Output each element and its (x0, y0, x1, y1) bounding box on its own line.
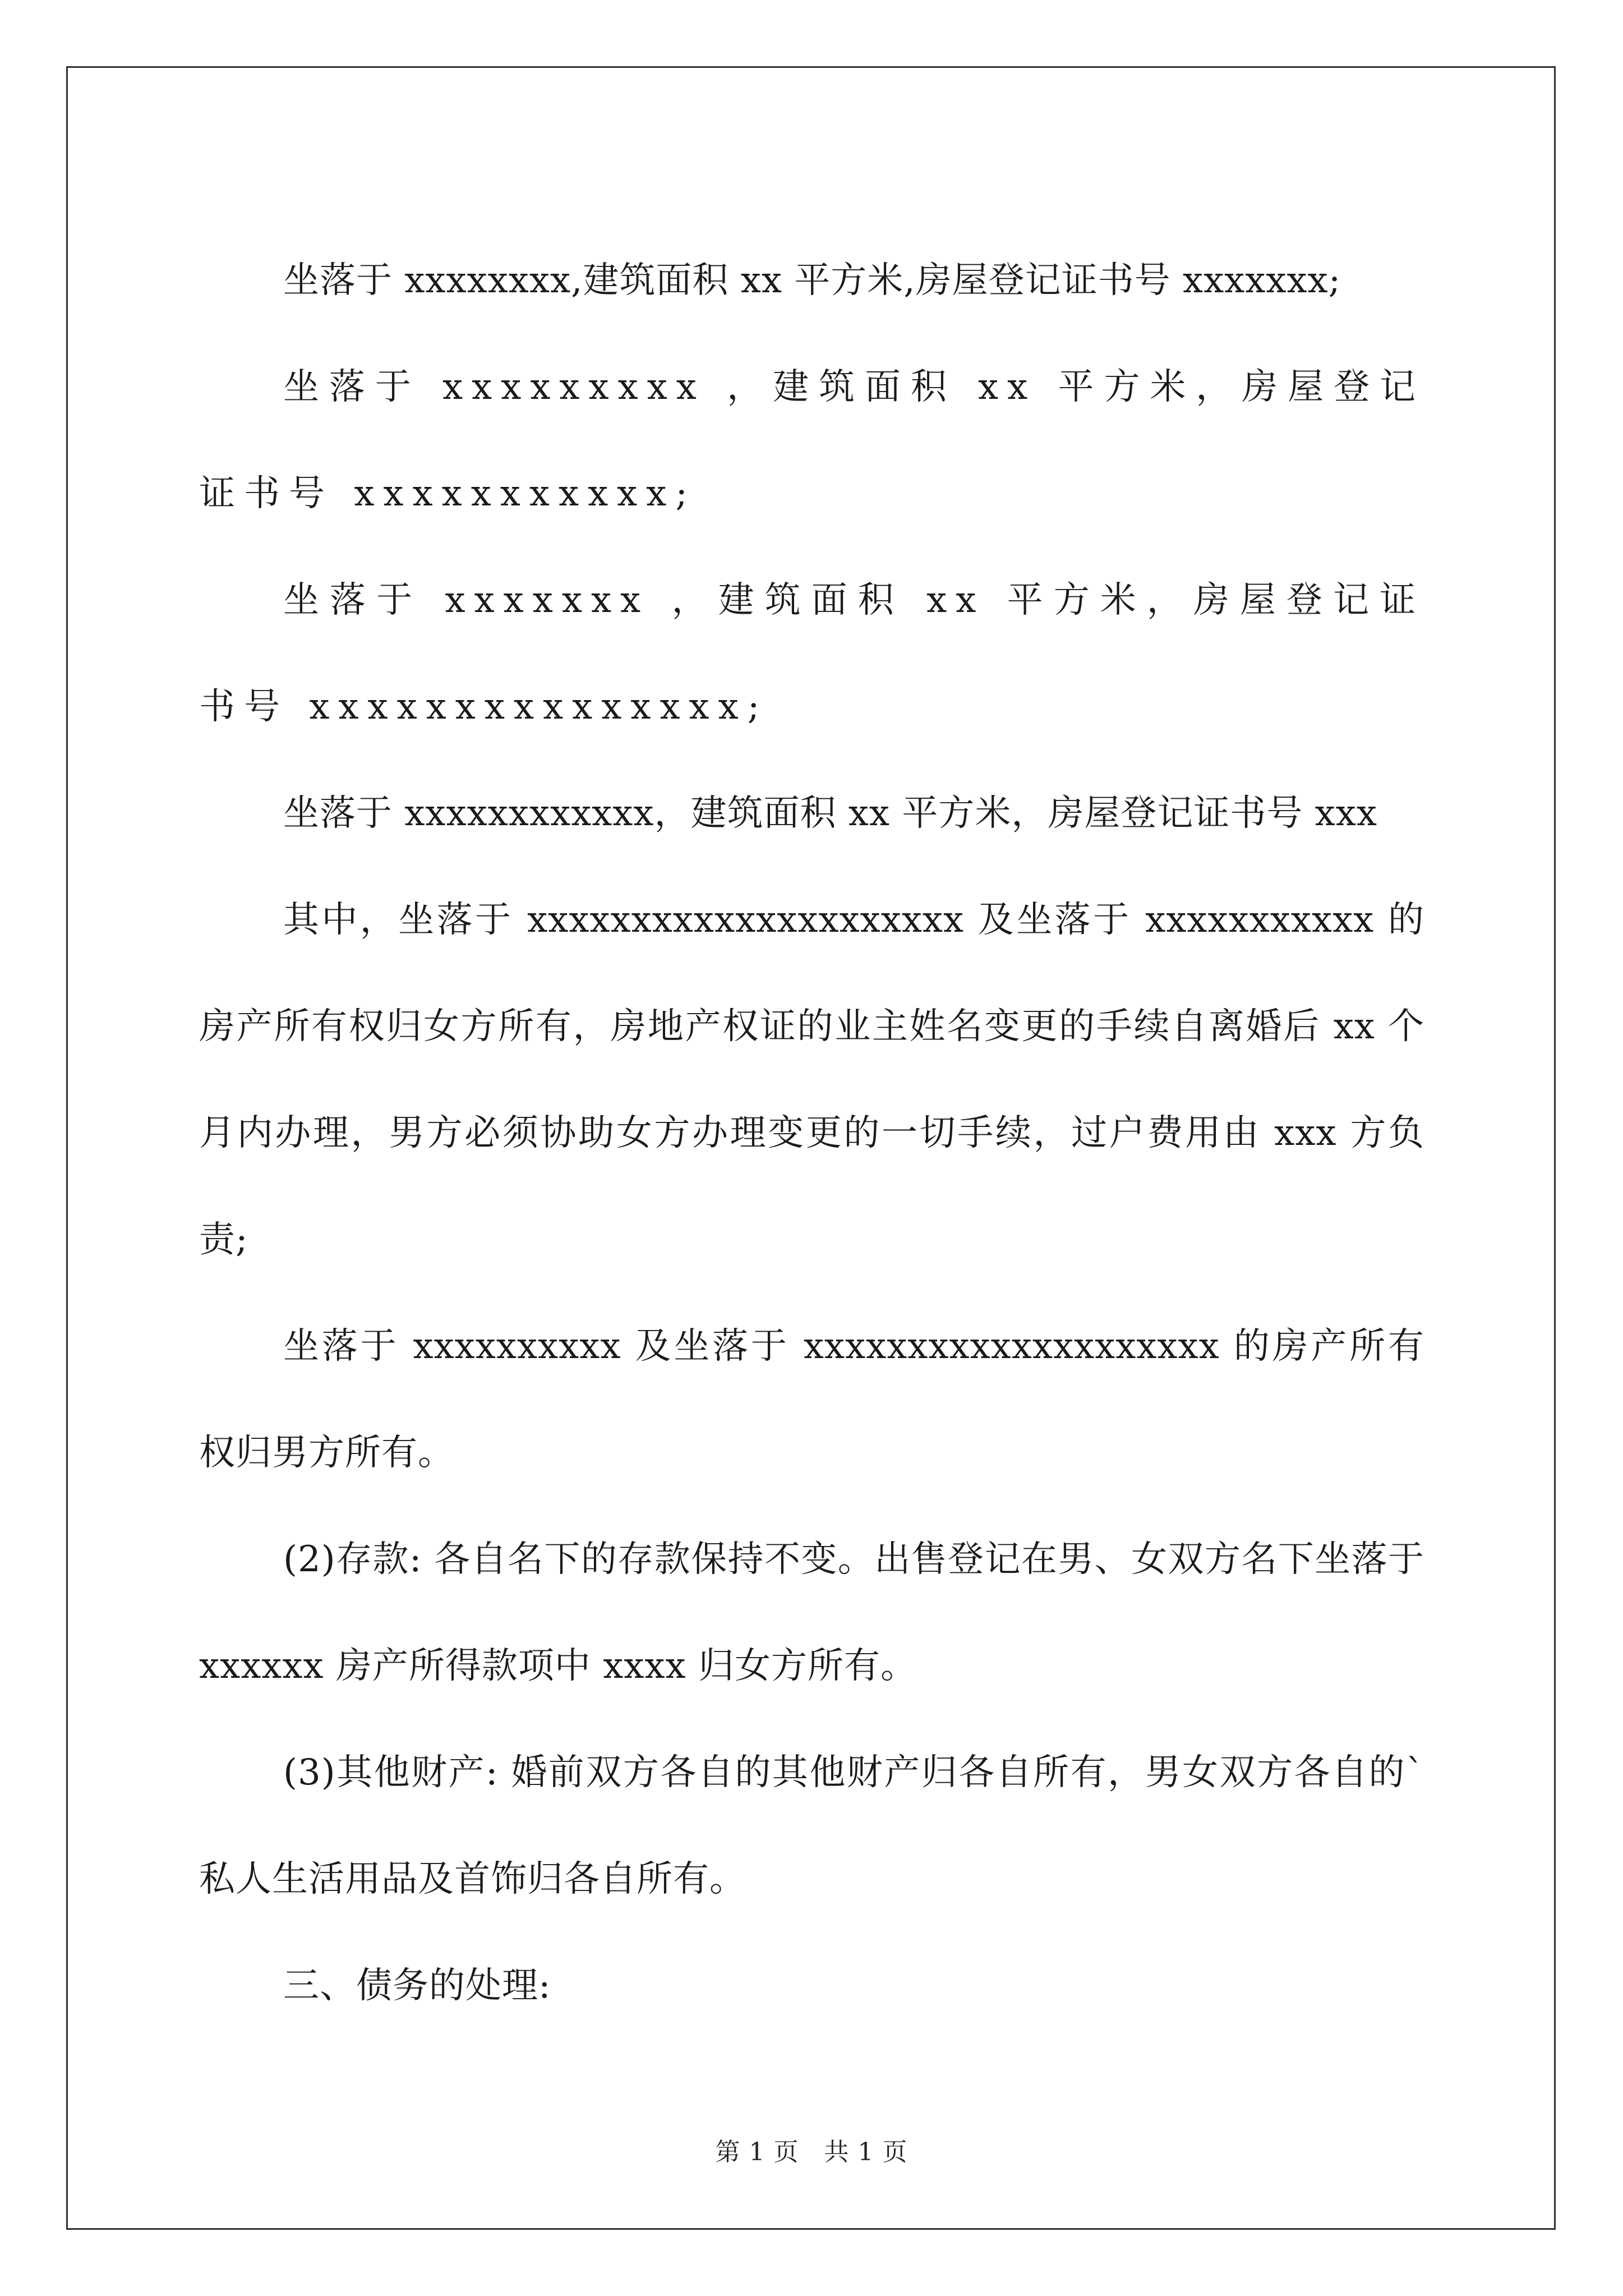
paragraph-property-1: 坐落于 xxxxxxxx,建筑面积 xx 平方米,房屋登记证书号 xxxxxxx; (283, 260, 1341, 301)
paragraph-savings: (2)存款: 各自名下的存款保持不变。出售登记在男、女双方名下坐落于 xxxxxx 房产所得款项中 xxxx 归女方所有。 (199, 1539, 1424, 1687)
paragraph-property-2: 坐落于 xxxxxxxxx ，建筑面积 xx 平方米，房屋登记证书号 xxxxxxxxxxx; (199, 366, 1424, 514)
paragraph-property-3: 坐落于 xxxxxxx ，建筑面积 xx 平方米，房屋登记证书号 xxxxxxxxxxxxxxx; (199, 579, 1424, 728)
heading-debt-handling: 三、债务的处理: (283, 1965, 551, 2007)
paragraph-wife-ownership: 其中，坐落于 xxxxxxxxxxxxxxxxxxxxx 及坐落于 xxxxxxxxxxx 的房产所有权归女方所有，房地产权证的业主姓名变更的手续自离婚后 xx 个月内办理，男方必须协助女方办理变更的一切手续，过户费用由 xxx 方负责; (199, 899, 1424, 1260)
paragraph-husband-ownership: 坐落于 xxxxxxxxxx 及坐落于 xxxxxxxxxxxxxxxxxxxx 的房产所有权归男方所有。 (199, 1326, 1424, 1474)
document-body (199, 227, 1424, 2039)
page-number-footer: 第 1 页 共 1 页 (715, 2138, 908, 2166)
paragraph-property-4: 坐落于 xxxxxxxxxxxx，建筑面积 xx 平方米，房屋登记证书号 xxx (283, 793, 1377, 834)
paragraph-other-property: (3)其他财产: 婚前双方各自的其他财产归各自所有，男女双方各自的`私人生活用品及首饰归各自所有。 (199, 1752, 1424, 1900)
